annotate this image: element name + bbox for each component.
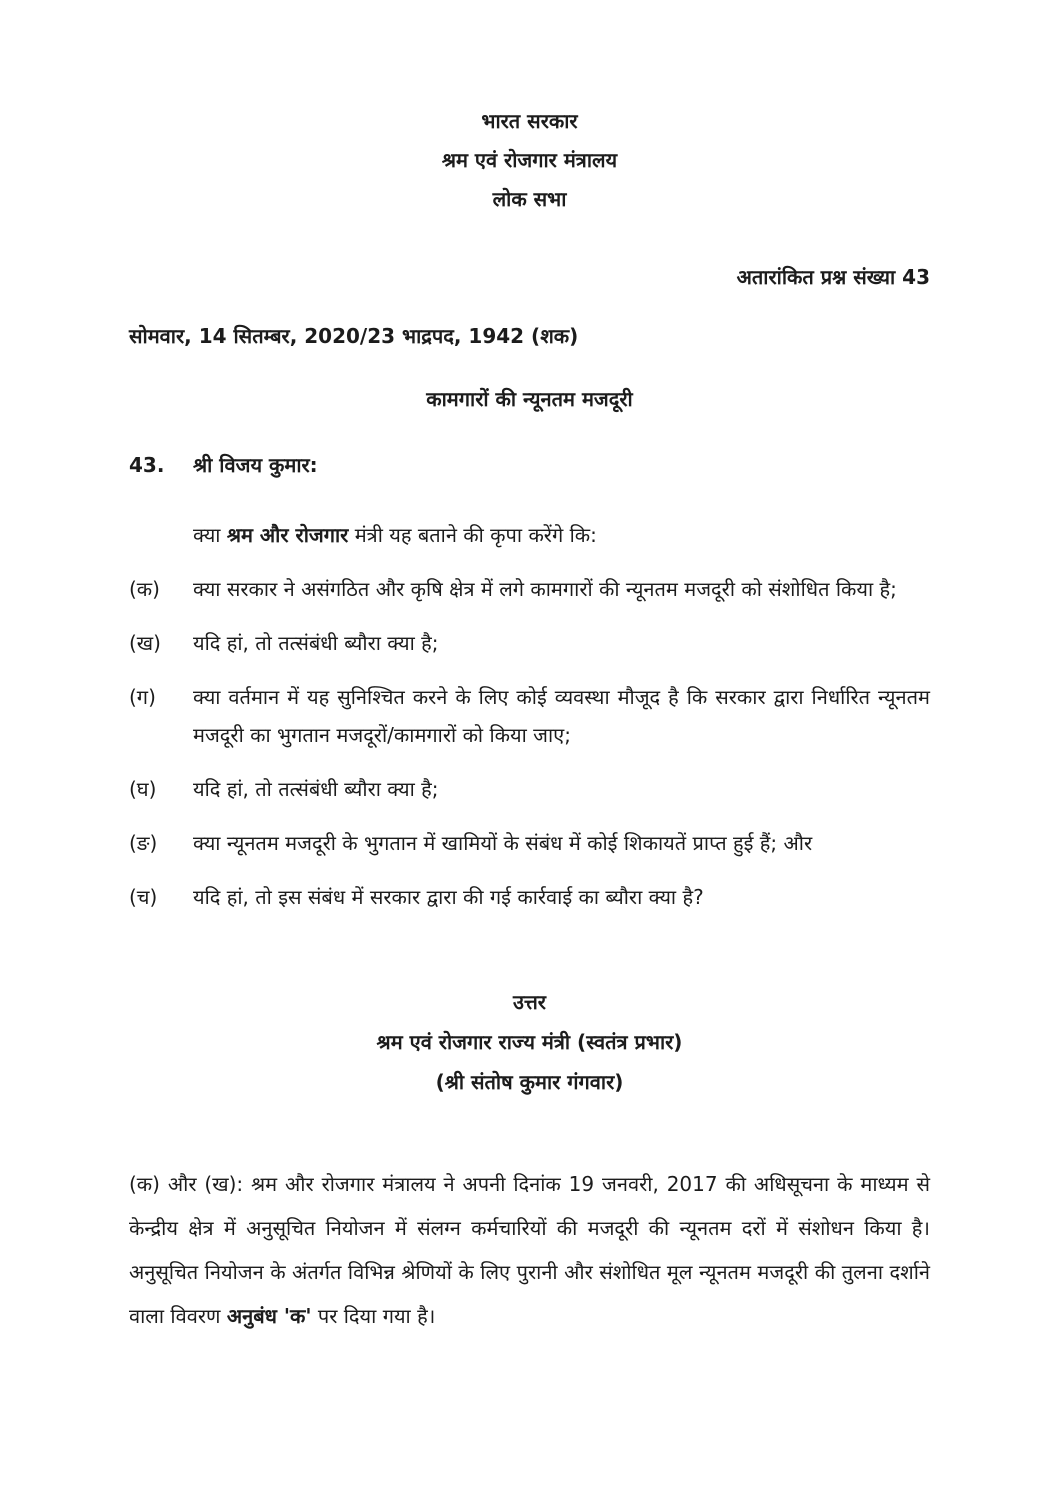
part-label: (ख)	[129, 631, 161, 655]
question-part-c	[129, 678, 930, 754]
part-label: (च)	[129, 885, 158, 909]
part-text: यदि हां, तो तत्संबंधी ब्यौरा क्या है;	[193, 777, 439, 801]
question-part-a	[129, 570, 930, 608]
question-part-d	[129, 770, 930, 808]
part-label: (ग)	[129, 685, 156, 709]
part-text: क्या न्यूनतम मजदूरी के भुगतान में खामियों के संबंध में कोई शिकायतें प्राप्त हुई हैं; और	[193, 831, 813, 855]
part-label: (घ)	[129, 777, 157, 801]
question-part-e	[129, 824, 930, 862]
part-label: (ङ)	[129, 831, 158, 855]
question-part-f	[129, 878, 930, 916]
answer-heading: उत्तर	[513, 990, 546, 1014]
answer-paragraph	[129, 1162, 930, 1338]
answer-segment: पर दिया गया है।	[311, 1304, 436, 1328]
question-title: कामगारों की न्यूनतम मजदूरी	[426, 387, 633, 411]
header-house: लोक सभा	[492, 187, 567, 211]
intro-segment-bold: श्रम और रोजगार	[226, 523, 349, 547]
part-text: यदि हां, तो तत्संबंधी ब्यौरा क्या है;	[193, 631, 439, 655]
question-part-b	[129, 624, 930, 662]
part-text: क्या वर्तमान में यह सुनिश्चित करने के लिए कोई व्यवस्था मौजूद है कि सरकार द्वारा निर्धारित न्यूनतम मजदूरी का भुगतान मजदूरों/कामगारों को किया जाए;	[193, 685, 930, 747]
minister-title: श्रम एवं रोजगार राज्य मंत्री (स्वतंत्र प्रभार)	[376, 1030, 683, 1054]
question-number: 43.	[129, 453, 165, 477]
question-intro	[193, 516, 930, 554]
part-label: (क)	[129, 577, 160, 601]
part-text: यदि हां, तो इस संबंध में सरकार द्वारा की गई कार्रवाई का ब्यौरा क्या है?	[193, 885, 704, 909]
question-asker: श्री विजय कुमार:	[193, 453, 318, 477]
answer-header	[129, 982, 930, 1102]
answer-segment-bold: अनुबंध 'क'	[226, 1304, 312, 1328]
question-number-line: अतारांकित प्रश्न संख्या 43	[736, 265, 930, 289]
header-ministry: श्रम एवं रोजगार मंत्रालय	[441, 148, 618, 172]
answer-segment: (क) और (ख): श्रम और रोजगार मंत्रालय ने अपनी दिनांक 19 जनवरी, 2017 की अधिसूचना के माध्यम से केन्द्रीय क्षेत्र में अनुसूचित नियोजन में संलग्न कर्मचारियों की मजदूरी की न्यूनतम दरों में संशोधन किया है। अनुसूचित नियोजन के अंतर्गत विभिन्न श्रेणियों के लिए पुरानी और संशोधित मूल न्यूनतम मजदूरी की तुलना दर्शाने वाला विवरण	[129, 1172, 930, 1328]
header-government: भारत सरकार	[481, 109, 578, 133]
document-header	[129, 102, 930, 219]
date-line: सोमवार, 14 सितम्बर, 2020/23 भाद्रपद, 1942 (शक)	[129, 324, 579, 348]
part-text: क्या सरकार ने असंगठित और कृषि क्षेत्र में लगे कामगारों की न्यूनतम मजदूरी को संशोधित किया है;	[193, 577, 897, 601]
intro-segment: मंत्री यह बताने की कृपा करेंगे कि:	[348, 523, 597, 547]
question-asker-row	[129, 446, 930, 484]
intro-segment: क्या	[193, 523, 227, 547]
minister-name: (श्री संतोष कुमार गंगवार)	[435, 1070, 624, 1094]
